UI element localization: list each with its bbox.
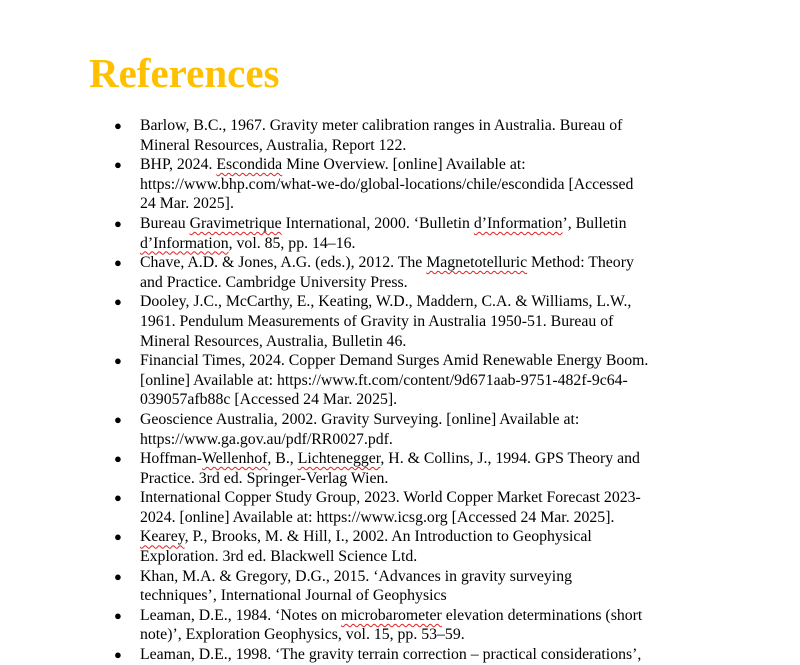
bullet-icon: ●	[114, 607, 122, 623]
reference-text: , vol. 85, pp. 14–16.	[228, 234, 356, 252]
reference-text: 039057afb88c [Accessed 24 Mar. 2025].	[140, 391, 398, 409]
reference-text: Dooley, J.C., McCarthy, E., Keating, W.D., Maddern, C.A. & Williams, L.W.,	[140, 293, 632, 311]
reference-line	[140, 586, 710, 606]
reference-text: Bureau	[140, 214, 190, 232]
reference-text: 24 Mar. 2025].	[140, 195, 234, 213]
reference-text: Mineral Resources, Australia, Bulletin 46.	[140, 332, 407, 350]
reference-line	[140, 390, 710, 410]
reference-text: Leaman, D.E., 1998. ‘The gravity terrain correction – practical considerations’,	[140, 646, 642, 664]
reference-line	[140, 155, 710, 175]
reference-text: note)’, Exploration Geophysics, vol. 15, pp. 53–59.	[140, 626, 465, 644]
reference-text: Exploration. 3rd ed. Blackwell Science Ltd.	[140, 548, 418, 566]
reference-line	[140, 625, 710, 645]
reference-line	[140, 332, 710, 352]
reference-item	[114, 488, 710, 527]
reference-line	[140, 508, 710, 528]
reference-item	[114, 116, 710, 155]
reference-item	[114, 214, 710, 253]
reference-text: BHP, 2024.	[140, 156, 217, 174]
reference-text: Chave, A.D. & Jones, A.G. (eds.), 2012. The	[140, 254, 427, 272]
bullet-icon: ●	[114, 255, 122, 271]
reference-text: 1961. Pendulum Measurements of Gravity in Australia 1950-51. Bureau of	[140, 312, 614, 330]
reference-text: Mineral Resources, Australia, Report 122.	[140, 136, 407, 154]
reference-line	[140, 430, 710, 450]
reference-text: Barlow, B.C., 1967. Gravity meter calibration ranges in Australia. Bureau of	[140, 117, 623, 134]
reference-item	[114, 351, 710, 410]
references-list	[114, 116, 710, 665]
reference-line	[140, 273, 710, 293]
reference-line	[140, 449, 710, 469]
references-heading: References	[89, 50, 280, 96]
reference-line	[140, 371, 710, 391]
reference-text: https://www.bhp.com/what-we-do/global-locations/chile/escondida [Accessed	[140, 175, 634, 193]
reference-line	[140, 214, 710, 234]
bullet-icon: ●	[114, 647, 122, 663]
bullet-icon: ●	[114, 411, 122, 427]
reference-text: 2024. [online] Available at: https://www.icsg.org [Accessed 24 Mar. 2025].	[140, 508, 615, 526]
reference-item	[114, 645, 710, 665]
spellcheck-flagged-word: d’Information	[140, 234, 229, 252]
spellcheck-flagged-word: Wellenhof	[202, 450, 268, 468]
reference-line	[140, 116, 710, 136]
reference-text: [online] Available at: https://www.ft.com/content/9d671aab-9751-482f-9c64-	[140, 371, 628, 389]
reference-text: and Practice. Cambridge University Press.	[140, 273, 408, 291]
bullet-icon: ●	[114, 529, 122, 545]
bullet-icon: ●	[114, 215, 122, 231]
spellcheck-flagged-word: Lichtenegger	[297, 450, 381, 468]
reference-text: Practice. 3rd ed. Springer-Verlag Wien.	[140, 469, 389, 487]
reference-line	[140, 645, 710, 665]
reference-line	[140, 606, 710, 626]
reference-line	[140, 234, 710, 254]
reference-line	[140, 527, 710, 547]
reference-text: , H. & Collins, J., 1994. GPS Theory and	[380, 450, 640, 468]
bullet-icon: ●	[114, 294, 122, 310]
reference-line	[140, 253, 710, 273]
reference-line	[140, 292, 710, 312]
bullet-icon: ●	[114, 451, 122, 467]
spellcheck-flagged-word: Magnetotelluric	[426, 254, 528, 272]
reference-text: ’, Bulletin	[562, 214, 627, 232]
reference-text: Geoscience Australia, 2002. Gravity Surveying. [online] Available at:	[140, 410, 580, 428]
reference-text: , P., Brooks, M. & Hill, I., 2002. An Introduction to Geophysical	[184, 528, 592, 546]
reference-line	[140, 312, 710, 332]
bullet-icon: ●	[114, 568, 122, 584]
reference-text: Hoffman-	[140, 450, 202, 468]
reference-line	[140, 136, 710, 156]
spellcheck-flagged-word: d’Information	[473, 214, 563, 232]
reference-text: , B.,	[267, 450, 298, 468]
reference-text: Financial Times, 2024. Copper Demand Surges Amid Renewable Energy Boom.	[140, 352, 649, 370]
reference-line	[140, 488, 710, 508]
reference-line	[140, 547, 710, 567]
reference-text: Khan, M.A. & Gregory, D.G., 2015. ‘Advances in gravity surveying	[140, 567, 572, 585]
reference-item	[114, 253, 710, 292]
reference-line	[140, 410, 710, 430]
spellcheck-flagged-word: microbarometer	[340, 606, 442, 624]
bullet-icon: ●	[114, 353, 122, 369]
reference-line	[140, 351, 710, 371]
reference-item	[114, 606, 710, 645]
reference-item	[114, 527, 710, 566]
reference-text: Method: Theory	[527, 254, 634, 272]
reference-item	[114, 449, 710, 488]
spellcheck-flagged-word: Escondida	[216, 156, 283, 174]
reference-text: techniques’, International Journal of Geophysics	[140, 587, 447, 605]
reference-line	[140, 175, 710, 195]
reference-item	[114, 155, 710, 214]
reference-text: International, 2000. ‘Bulletin	[281, 214, 474, 232]
reference-text: Mine Overview. [online] Available at:	[282, 156, 526, 174]
reference-text: International Copper Study Group, 2023. World Copper Market Forecast 2023-	[140, 489, 641, 507]
bullet-icon: ●	[114, 490, 122, 506]
bullet-icon: ●	[114, 157, 122, 173]
reference-item	[114, 410, 710, 449]
reference-text: Leaman, D.E., 1984. ‘Notes on	[140, 606, 341, 624]
bullet-icon: ●	[114, 118, 122, 133]
reference-item	[114, 292, 710, 351]
reference-text: https://www.ga.gov.au/pdf/RR0027.pdf.	[140, 430, 393, 448]
reference-line	[140, 469, 710, 489]
reference-line	[140, 194, 710, 214]
reference-line	[140, 567, 710, 587]
reference-item	[114, 567, 710, 606]
spellcheck-flagged-word: Kearey	[140, 528, 185, 546]
reference-text: elevation determinations (short	[441, 606, 643, 624]
spellcheck-flagged-word: Gravimetrique	[189, 214, 282, 232]
